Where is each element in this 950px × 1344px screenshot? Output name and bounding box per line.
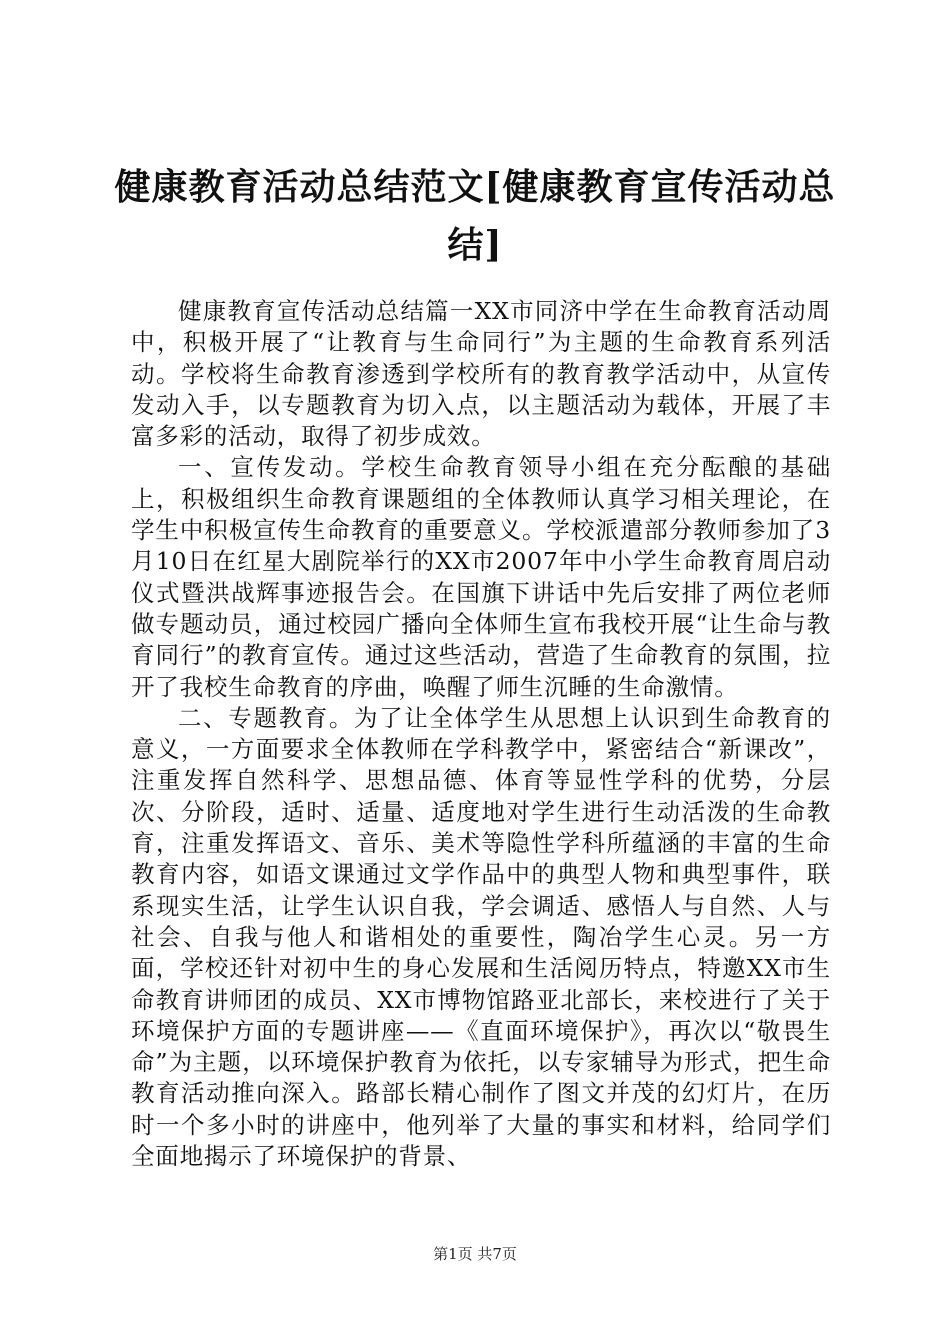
document-title: 健康教育活动总结范文[健康教育宣传活动总结]: [114, 166, 836, 266]
paragraph-special-education: 二、专题教育。为了让全体学生从思想上认识到生命教育的意义，一方面要求全体教师在学科教学中，紧密结合“新课改”，注重发挥自然科学、思想品德、体育等显性学科的优势，分层次、分阶段，适时、适量、适度地对学生进行生动活泼的生命教育，注重发挥语文、音乐、美术等隐性学科所蕴涵的丰富的生命教育内容，如语文课通过文学作品中的典型人物和典型事件，联系现实生活，让学生认识自我，学会调适、感悟人与自然、人与社会、自我与他人和谐相处的重要性，陶冶学生心灵。另一方面，学校还针对初中生的身心发展和生活阅历特点，特邀XX市生命教育讲师团的成员、XX市博物馆路亚北部长，来校进行了关于环境保护方面的专题讲座——《直面环境保护》，再次以“敬畏生命”为主题，以环境保护教育为依托，以专家辅导为形式，把生命教育活动推向深入。路部长精心制作了图文并茂的幻灯片，在历时一个多小时的讲座中，他列举了大量的事实和材料，给同学们全面地揭示了环境保护的背景、: [131, 703, 831, 1171]
document-body: [131, 296, 831, 1172]
page-number: 第1页 共7页: [433, 1245, 517, 1263]
paragraph-intro: 健康教育宣传活动总结篇一XX市同济中学在生命教育活动周中，积极开展了“让教育与生命同行”为主题的生命教育系列活动。学校将生命教育渗透到学校所有的教育教学活动中，从宣传发动入手，以专题教育为切入点，以主题活动为载体，开展了丰富多彩的活动，取得了初步成效。: [131, 297, 831, 451]
paragraph-publicity: 一、宣传发动。学校生命教育领导小组在充分酝酿的基础上，积极组织生命教育课题组的全体教师认真学习相关理论，在学生中积极宣传生命教育的重要意义。学校派遣部分教师参加了3月10日在红星大剧院举行的XX市2007年中小学生命教育周启动仪式暨洪战辉事迹报告会。在国旗下讲话中先后安排了两位老师做专题动员，通过校园广播向全体师生宣布我校开展“让生命与教育同行”的教育宣传。通过这些活动，营造了生命教育的氛围，拉开了我校生命教育的序曲，唤醒了师生沉睡的生命激情。: [131, 453, 831, 701]
